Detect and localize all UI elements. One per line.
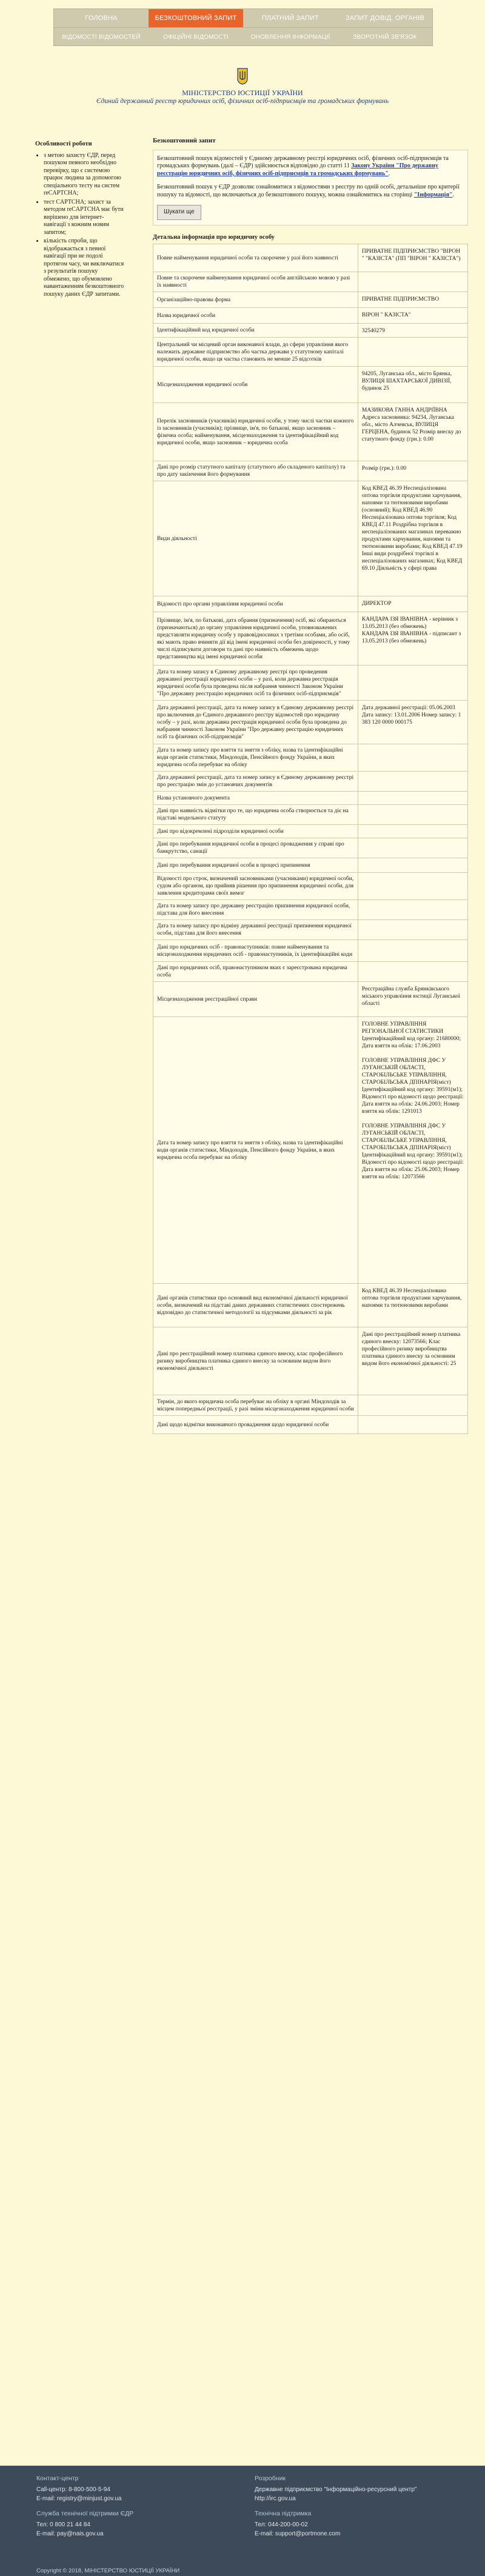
intro-text: Безкоштовний пошук відомостей у Єдиному державному реєстрі юридичних осіб, фізичних осіб-підприємців та громадських формувань (далі – ЄДР) здійснюється відповідно до статті 11 [157,155,449,169]
table-row [153,596,468,612]
field-value [358,772,467,792]
footer-contacts [36,2474,133,2538]
table-row [153,292,468,308]
table-row [153,982,468,1017]
field-label: Дата та номер запису про відміну державної реєстрації припинення юридичної особи, підстава для його внесення [153,920,358,940]
info-text-end: . [452,191,455,198]
field-value [358,825,467,838]
table-row [153,1395,468,1416]
table-row [153,805,468,825]
table-row [153,900,468,920]
info-paragraph [157,184,464,199]
table-row [153,1284,468,1327]
field-label: Дата та номер запису про державну реєстрацію припинення юридичної особи, підстава для його внесення [153,900,358,920]
intro-text-end: . [388,170,390,177]
search-panel [153,150,468,225]
field-value: 32540279 [358,324,467,338]
field-label: Відомості про строк, визначений засновниками (учасниками) юридичної особи, судом або органом, що прийняв рішення про припинення юридичної особи, для заявлення кредиторами своїх вимог [153,873,358,900]
footer-tech-phone: Тел: 044-200-00-02 [255,2521,308,2528]
field-value [358,858,467,873]
field-value: Реєстраційна служба Брянківського міського управління юстиції Луганської області [358,982,467,1017]
footer-support-email[interactable]: E-mail: pay@nais.gov.ua [36,2531,104,2537]
info-text: Безкоштовний пошук у ЄДР дозволяє ознайомитися з відомостями з реєстру по одній особі, детальніше про критерії пошуку та відомості, що включаються до безкоштовного пошуку, можна ознайомитись на сторінці [157,184,460,198]
field-value [358,920,467,940]
table-row [153,403,468,461]
footer-developer-org: Державне підприємство "Інформаційно-ресурсний центр" [255,2486,417,2493]
field-value [358,900,467,920]
field-value [358,838,467,858]
nav-info[interactable]: ВІДОМОСТІ ВІДОМОСТЕЙ [62,33,141,41]
table-row [153,666,468,701]
footer-developer-site[interactable]: http://irc.gov.ua [255,2495,296,2502]
table-row [153,772,468,792]
sidebar-note: • тест CAPTCHA; захист за методом reCAPTCHA має бути вирішено для інтернет-навігації з кожним новим запитом; [44,199,126,237]
field-value: Дата державної реєстрації: 05.06.2003 Дата запису: 13.01.2006 Номер запису: 1 383 120 0000 000175 [358,701,467,744]
field-label: Ідентифікаційний код юридичної особи [153,324,358,338]
nav-free-request[interactable]: БЕЗКОШТОВНИЙ ЗАПИТ [149,9,243,27]
field-value [358,666,467,701]
field-value [358,338,467,367]
footer-developer-heading: Розробник [255,2475,286,2482]
sidebar-title: Особливості роботи [35,141,92,147]
registry-subtitle: Єдиний державний реєстр юридичних осіб, фізичних осіб-підприємців та громадських формувань [96,98,389,105]
nav-authority-request[interactable]: ЗАПИТ ДОВІД. ОРГАНІВ [345,15,425,22]
field-value [358,744,467,772]
field-value: ДИРЕКТОР [358,596,467,612]
table-row [153,701,468,744]
footer-tech-email[interactable]: E-mail: support@portmone.com [255,2531,341,2537]
field-label: Дані органів статистики про основний вид економічної діяльності юридичної особи, визначений на підставі даних державних статистичних спостережень відповідно до статистичної методології за підсумками діяльності за рік [153,1284,358,1327]
field-label: Види діяльності [153,481,358,596]
table-row [153,744,468,772]
field-label: Дата та номер запису в Єдиному державному реєстрі про проведення державної реєстрації юридичної особи – у разі, коли державна реєстрація юридичної особи була проведена після набрання чинності Законом України "Про державну реєстрацію юридичних осіб та фізичних осіб-підприємців" [153,666,358,701]
field-value [358,792,467,805]
field-value: Дані про реєстраційний номер платника єдиного внеску: 12073566; Клас професійного ризику виробництва платника єдиного внеску за основним видом його економічної діяльності: 25 [358,1327,467,1395]
nav-home[interactable]: ГОЛОВНА [85,15,118,22]
company-details-table [153,244,468,1434]
table-row [153,367,468,403]
intro-paragraph [157,155,464,178]
table-row [153,920,468,940]
main-content [153,137,468,1434]
table-row [153,244,468,272]
nav-row-secondary [54,27,432,46]
field-label: Повне та скорочене найменування юридичної особи англійською мовою у разі їх наявності [153,272,358,292]
field-value [358,873,467,900]
field-value: 94205, Луганська обл., місто Брянка, ВУЛИЦЯ ШАХТАРСЬКОЇ ДИВІЗІЇ, будинок 25 [358,367,467,403]
nav-official[interactable]: ОФІЦІЙНІ ВІДОМОСТІ [163,33,229,41]
field-label: Дані про відокремлені підрозділи юридичної особи [153,825,358,838]
field-label: Відомості про органи управління юридичної особи [153,596,358,612]
field-value: Код КВЕД 46.39 Неспеціалізована оптова торгівля продуктами харчування, напоями та тютюновими виробами [358,1284,467,1327]
footer-developer [255,2474,416,2538]
table-row [153,308,468,324]
table-row [153,792,468,805]
detail-title: Детальна інформація про юридичну особу [153,233,275,241]
table-row [153,324,468,338]
field-value: Код КВЕД 46.39 Неспеціалізована оптова торгівля продуктами харчування, напоями та тютюновими виробами (основний); Код КВЕД 46.90 Неспеціалізована оптова торгівля; Код КВЕД 47.11 Роздрібна торгівля в неспеціалізованих магазинах переважно продуктами харчування, напоями та тютюновими виробами; Код КВЕД 47.19 Інші види роздрібної торгівлі в неспеціалізованих магазинах; Код КВЕД 69.10 Діяльність у сфері права [358,481,467,596]
field-value: КАНДАРА ІЗЯ ІВАНІВНА - керівник з 13.05.2013 (без обмежень) КАНДАРА ІЗЯ ІВАНІВНА - підписант з 13.05.2013 (без обмежень) [358,612,467,666]
field-label: Термін, до якого юридична особа перебуває на обліку в органі Міндоходів за місцем попередньої реєстрації, у разі зміни місцезнаходження юридичної особи [153,1395,358,1416]
field-label: Назва установчого документа [153,792,358,805]
table-row [153,1017,468,1284]
table-row [153,1327,468,1395]
field-label: Назва юридичної особи [153,308,358,324]
field-value: ГОЛОВНЕ УПРАВЛІННЯ РЕГІОНАЛЬНОЇ СТАТИСТИКИ Ідентифікаційний код органу: 21680000; Дата взяття на облік: 17.06.2003 ГОЛОВНЕ УПРАВЛІННЯ ДФС У ЛУГАНСЬКІЙ ОБЛАСТІ, СТАРОБІЛЬСЬКЕ УПРАВЛІННЯ, СТАРОБІЛЬСЬКА ДПІНАРІЯ(міст) Ідентифікаційний код органу: 39591(м1); Відомості про відомості щодо реєстрації: Дата взяття на облік: 24.06.2003; Номер взяття на облік: 1291013 ГОЛОВНЕ УПРАВЛІННЯ ДФС У ЛУГАНСЬКІЙ ОБЛАСТІ, СТАРОБІЛЬСЬКЕ УПРАВЛІННЯ, СТАРОБІЛЬСЬКА ДПІНАРІЯ(міст) Ідентифікаційний код органу: 39591(м1); Відомості про відомості щодо реєстрації: Дата взяття на облік: 25.06.2003; Номер взяття на облік: 12073566 [358,1017,467,1284]
field-label: Дата та номер запису про взяття та зняття з обліку, назва та ідентифікаційні коди органів статистики, Міндоходів, Пенсійного фонду України, в яких юридична особа перебуває на обліку [153,744,358,772]
field-label: Дані про юридичних осіб, правонаступником яких є зареєстрована юридична особа [153,962,358,982]
law-link[interactable]: Закону України "Про державну реєстрацію юридичних осіб, фізичних осіб-підприємців та громадських формувань" [157,162,438,177]
field-label: Дата державної реєстрації, дата та номер запису в Єдиному державному реєстрі про реєстрацію змін до установчих документів [153,772,358,792]
field-value [358,805,467,825]
footer-support-phone: Тел: 0 800 21 44 84 [36,2521,90,2528]
field-label: Дані про перебування юридичної особи в процесі припинення [153,858,358,873]
nav-updates[interactable]: ОНОВЛЕННЯ ІНФОРМАЦІЇ [250,33,330,41]
search-again-button[interactable]: Шукати ще [157,205,201,220]
field-label: Дані про перебування юридичної особи в процесі провадження у справі про банкрутство, санації [153,838,358,858]
field-label: Повне найменування юридичної особи та скорочене у разі його наявності [153,244,358,272]
table-row [153,1416,468,1434]
footer [0,2466,485,2576]
field-value [358,1395,467,1416]
field-label: Перелік засновників (учасників) юридичної особи, у тому числі частки кожного із засновників (учасників); прізвище, ім'я, по батькові, якщо засновник – фізична особа; найменування, місцезнаходження та ідентифікаційний код юридичної особи, якщо засновник – юридична особа [153,403,358,461]
table-row [153,612,468,666]
field-label: Місцезнаходження реєстраційної справи [153,982,358,1017]
table-row [153,338,468,367]
ministry-title: МІНІСТЕРСТВО ЮСТИЦІЇ УКРАЇНИ [182,88,303,97]
field-label: Організаційно-правова форма [153,292,358,308]
field-label: Дата державної реєстрації, дата та номер запису в Єдиному державному реєстрі про включення до Єдиного державного реєстру відомостей про юридичну особу – у разі, коли державна реєстрація юридичної особи була проведена до набрання чинності Законом України "Про державну реєстрацію юридичних осіб та фізичних осіб-підприємців" [153,701,358,744]
sidebar-note: • з метою захисту ЄДР, перед пошуком певного необхідно перевірку, що є системою працює людина за допомогою спеціального тесту на систем reCAPTCHA; [44,152,126,198]
footer-tech-heading: Технічна підтримка [255,2510,312,2517]
sidebar-note: • кількість спроби, що відображається з певної навігації при не подолі протягом часу, чи виключатися з результатів пошуку обмежено, що обумовлено навантаженням безкоштовного пошуку даних ЄДР запитами. [44,238,126,298]
field-label: Центральний чи місцевий орган виконавчої влади, до сфери управління якого належить державне підприємство або частка держави у статутному капіталі юридичної особи, якщо ця частка становить не менше 25 відсотків [153,338,358,367]
field-value [358,940,467,962]
field-value: МАЗИКОВА ГАННА АНДРІЇВНА Адреса засновника: 94234, Луганська обл., місто Алчевськ, ВУЛИЦЯ ГЕРЦЕНА, будинок 52 Розмір внеску до статутного фонду (грн.): 0.00 [358,403,467,461]
footer-contact-heading: Контакт-центр [36,2475,79,2482]
field-value [358,1416,467,1434]
field-value: ВІРОН " КАЗІСТА" [358,308,467,324]
field-label: Дата та номер запису про взяття та зняття з обліку, назва та ідентифікаційні коди органів статистики, Міндоходів, Пенсійного фонду України, в яких юридична особа перебуває на обліку [153,1017,358,1284]
table-row [153,838,468,858]
trident-emblem-icon [237,68,248,85]
nav-feedback[interactable]: ЗВОРОТНІЙ ЗВ'ЯЗОК [353,33,417,41]
field-label: Дані про розмір статутного капіталу (статутного або складеного капіталу) та про дату закінчення його формування [153,461,358,481]
nav-row-primary [54,9,432,27]
footer-support-heading: Служба технічної підтримки ЄДР [36,2510,134,2517]
section-title: Безкоштовний запит [153,137,216,144]
table-row [153,825,468,838]
table-row [153,481,468,596]
field-value: Розмір (грн.): 0.00 [358,461,467,481]
table-row [153,461,468,481]
table-row [153,962,468,982]
sidebar [35,141,126,299]
table-row [153,272,468,292]
field-value: ПРИВАТНЕ ПІДПРИЄМСТВО [358,292,467,308]
nav-paid-request[interactable]: ПЛАТНИЙ ЗАПИТ [261,15,319,22]
field-label: Прізвище, ім'я, по батькові, дата обрання (призначення) осіб, які обираються (призначаються) до органу управління юридичної особи, уповноважених представляти юридичну особу у правовідносинах з третіми особами, або осіб, які мають право вчиняти дії від імені юридичної особи без довіреності, у тому числі підписувати договори та дані про наявність обмежень щодо представництва від імені юридичної особи [153,612,358,666]
table-row [153,940,468,962]
field-value [358,272,467,292]
field-label: Дані про реєстраційний номер платника єдиного внеску, клас професійного ризику виробництва платника єдиного внеску за основним видом його економічної діяльності [153,1327,358,1395]
copyright: Copyright © 2018, МІНІСТЕРСТВО ЮСТИЦІЇ УКРАЇНИ [36,2568,180,2574]
field-label: Дані про наявність відмітки про те, що юридична особа створюється та діє на підставі модельного статуту [153,805,358,825]
info-link[interactable]: "Інформація" [413,191,453,198]
field-label: Дані щодо відмітки виконавчого провадження щодо юридичної особи [153,1416,358,1434]
footer-email[interactable]: E-mail: registry@minjust.gov.ua [36,2495,122,2502]
table-row [153,858,468,873]
field-value: ПРИВАТНЕ ПІДПРИЄМСТВО "ВІРОН " "КАЗІСТА" (ПП "ВІРОН " КАЗІСТА") [358,244,467,272]
table-row [153,873,468,900]
top-navigation [53,8,433,46]
field-label: Місцезнаходження юридичної особи [153,367,358,403]
sidebar-list [35,152,126,299]
footer-callcenter: Call-центр: 8-800-500-5-94 [36,2486,110,2493]
field-label: Дані про юридичних осіб - правонаступників: повне найменування та місцезнаходження юридичних осіб - правонаступників, їх ідентифікаційні коди [153,940,358,962]
field-value [358,962,467,982]
